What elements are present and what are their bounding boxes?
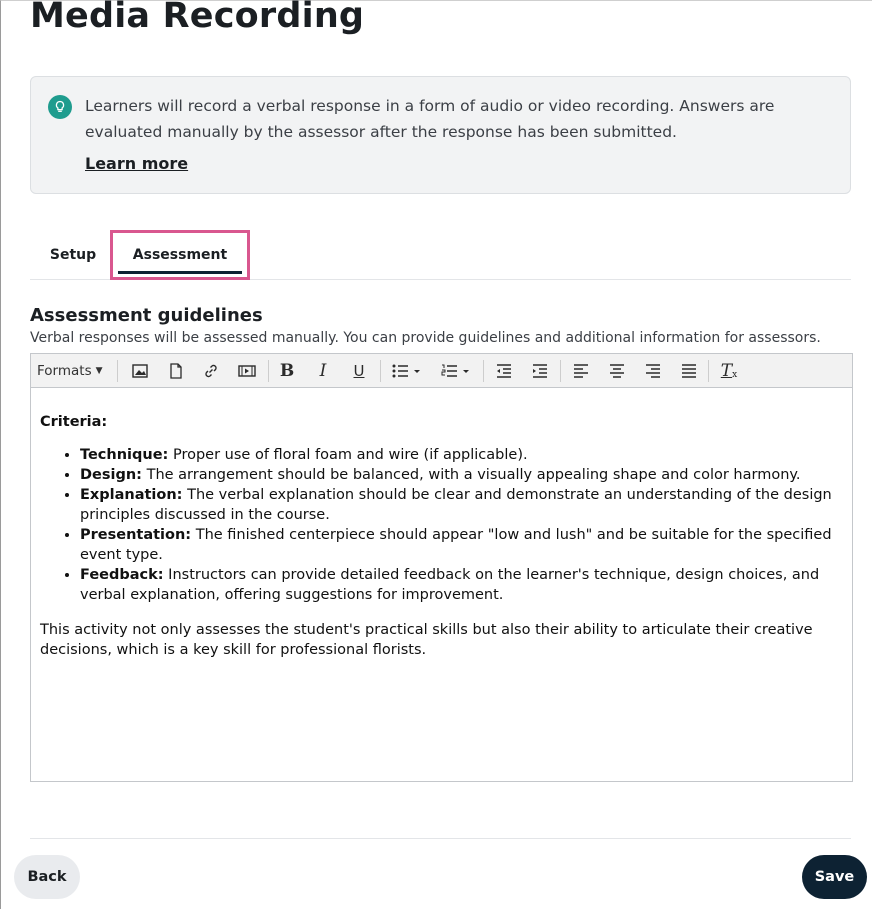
bold-icon[interactable] — [275, 359, 299, 383]
tab-setup[interactable]: Setup — [49, 247, 97, 263]
lightbulb-icon — [48, 95, 72, 119]
tab-assessment[interactable] — [110, 230, 250, 280]
item-term: Technique: — [80, 447, 169, 463]
criteria-heading: Criteria: — [40, 414, 108, 430]
editor-content[interactable] — [40, 402, 840, 660]
toolbar-divider — [483, 360, 484, 382]
back-button[interactable]: Back — [14, 855, 80, 899]
list-item — [80, 445, 840, 465]
toolbar-divider — [708, 360, 709, 382]
align-justify-icon[interactable] — [677, 359, 701, 383]
section-subtitle: Verbal responses will be assessed manually. You can provide guidelines and additional information for assessors. — [30, 330, 821, 346]
toolbar-divider — [560, 360, 561, 382]
link-icon[interactable] — [199, 359, 223, 383]
italic-glyph: I — [319, 361, 327, 381]
item-text: Instructors can provide detailed feedback on the learner's technique, design choices, and verbal explanation, offering suggestions for improvement. — [80, 567, 820, 603]
align-center-icon[interactable] — [605, 359, 629, 383]
bold-glyph: B — [279, 361, 295, 381]
item-term: Feedback: — [80, 567, 164, 583]
list-item — [80, 485, 840, 525]
page-title: Media Recording — [30, 0, 365, 36]
section-title: Assessment guidelines — [30, 305, 263, 326]
learn-more-link[interactable]: Learn more — [85, 154, 189, 173]
image-icon[interactable] — [128, 359, 152, 383]
align-left-icon[interactable] — [569, 359, 593, 383]
info-text: Learners will record a verbal response in a form of audio or video recording. Answers are evaluated manually by the assessor after the response has been submitted. — [85, 97, 775, 141]
toolbar-divider — [117, 360, 118, 382]
align-right-icon[interactable] — [641, 359, 665, 383]
formats-label: Formats — [37, 363, 92, 379]
item-term: Explanation: — [80, 487, 183, 503]
toolbar-divider — [380, 360, 381, 382]
list-item — [80, 465, 840, 485]
closing-paragraph: This activity not only assesses the student's practical skills but also their ability to articulate their creative decisions, which is a key skill for professional florists. — [40, 622, 813, 658]
numbered-list-icon[interactable] — [436, 359, 476, 383]
rich-text-editor[interactable] — [30, 353, 853, 782]
clear-formatting-icon[interactable]: T x — [720, 361, 738, 381]
save-button[interactable]: Save — [802, 855, 867, 899]
info-banner — [30, 76, 851, 194]
list-item — [80, 565, 840, 605]
criteria-list — [80, 445, 840, 605]
item-text: The arrangement should be balanced, with a visually appealing shape and color harmony. — [141, 467, 801, 483]
toolbar-divider — [268, 360, 269, 382]
item-term: Design: — [80, 467, 142, 483]
item-text: Proper use of floral foam and wire (if applicable). — [168, 447, 528, 463]
item-text: The finished centerpiece should appear "low and lush" and be suitable for the specified event type. — [80, 527, 832, 563]
editor-toolbar — [31, 354, 852, 388]
italic-icon[interactable] — [311, 359, 335, 383]
item-term: Presentation: — [80, 527, 192, 543]
chevron-down-icon: ▼ — [95, 366, 103, 376]
outdent-icon[interactable] — [492, 359, 516, 383]
media-icon[interactable] — [235, 359, 259, 383]
indent-icon[interactable] — [528, 359, 552, 383]
clear-format-glyph: T — [720, 361, 733, 381]
formats-dropdown[interactable] — [37, 359, 109, 383]
item-text: The verbal explanation should be clear and demonstrate an understanding of the design principles discussed in the course. — [80, 487, 832, 523]
active-tab-indicator — [118, 271, 242, 274]
footer-divider — [30, 838, 851, 839]
list-item — [80, 525, 840, 565]
underline-glyph: U — [353, 362, 365, 380]
underline-icon[interactable] — [347, 359, 371, 383]
bullet-list-icon[interactable] — [387, 359, 427, 383]
tab-assessment-label: Assessment — [132, 247, 228, 263]
file-icon[interactable] — [164, 359, 188, 383]
tab-bar — [30, 230, 851, 280]
